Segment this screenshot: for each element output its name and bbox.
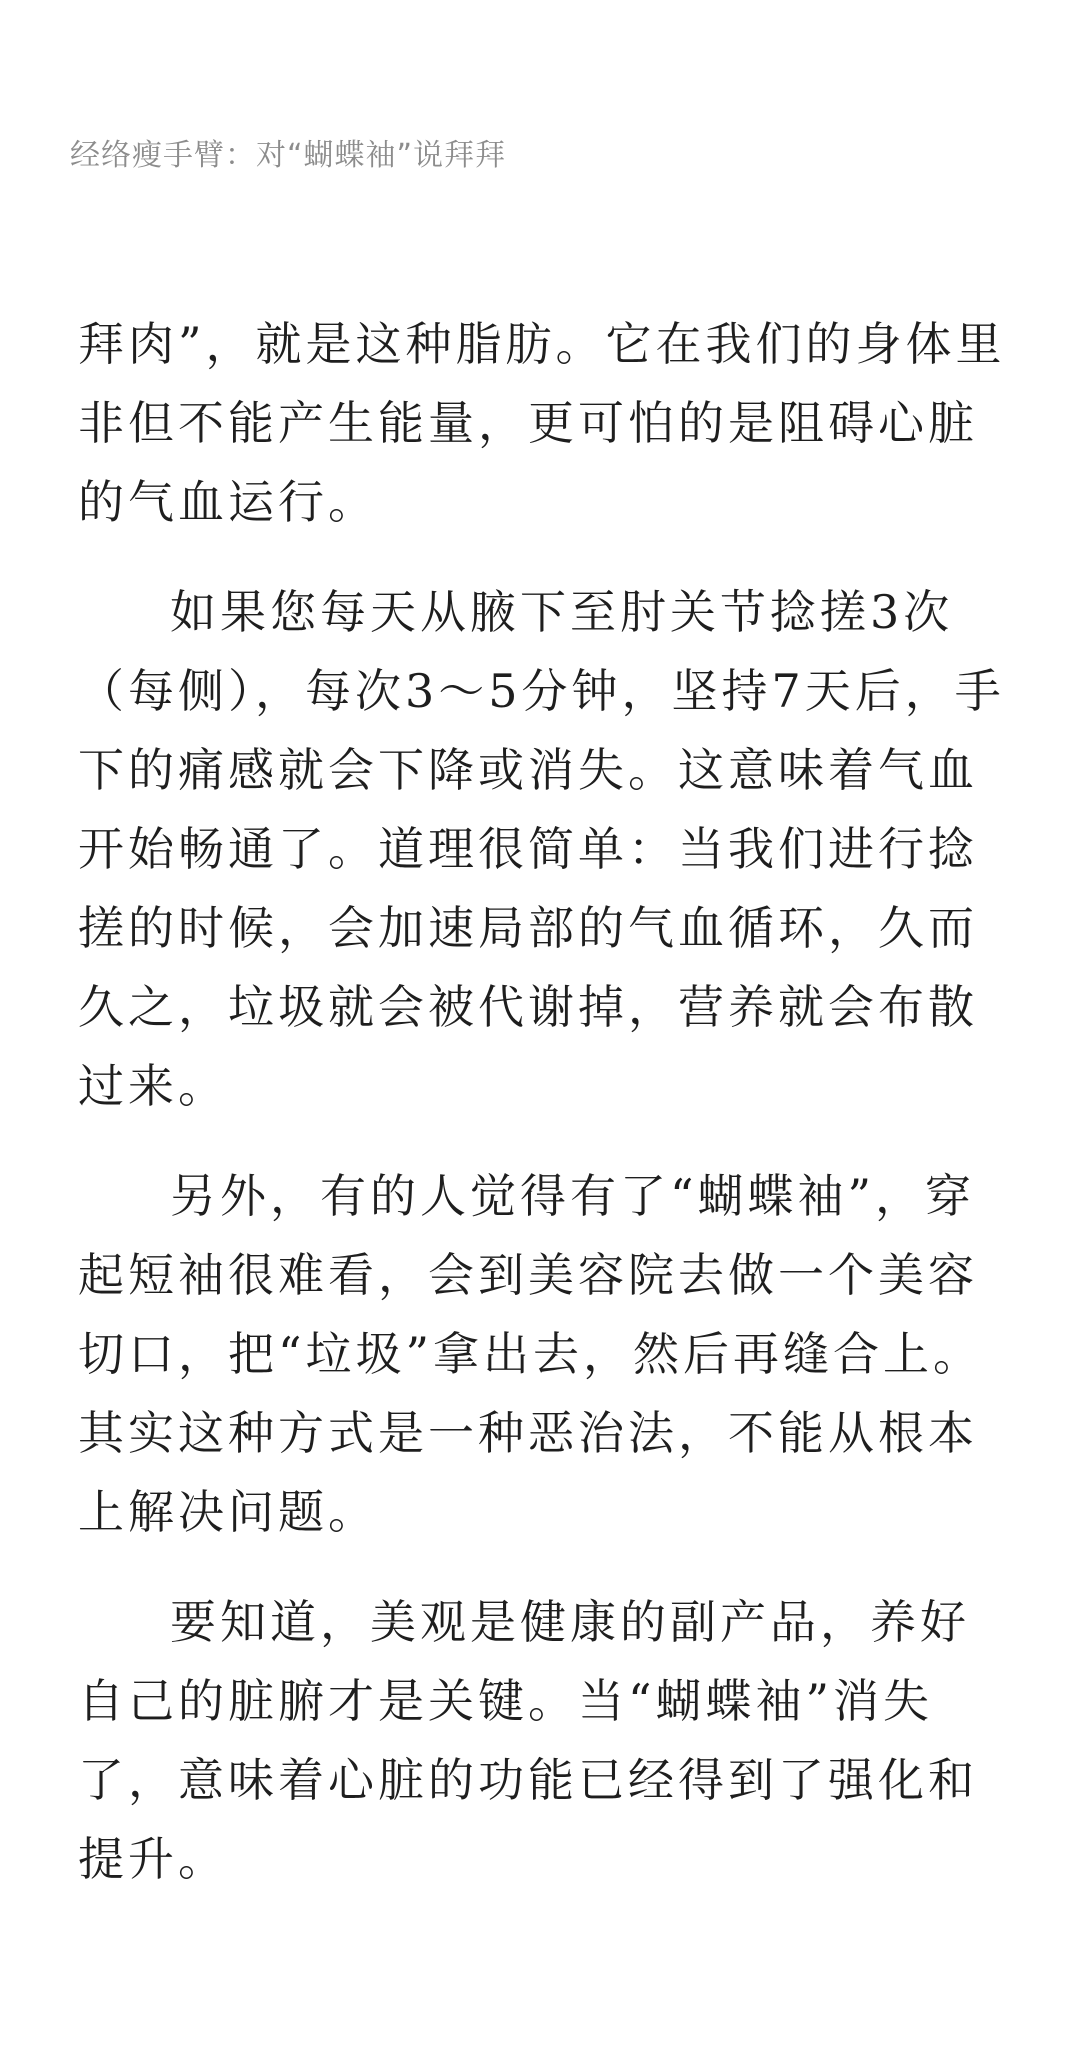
paragraph-conclusion: 要知道，美观是健康的副产品，养好自己的脏腑才是关键。当“蝴蝶袖”消失了，意味着心脏的功能已经得到了强化和提升。	[78, 1595, 978, 1886]
paragraph-continuation: 拜肉”，就是这种脂肪。它在我们的身体里非但不能产生能量，更可怕的是阻碍心脏的气血运行。	[78, 317, 1006, 529]
chapter-title: 经络瘦手臂：对“蝴蝶袖”说拜拜	[70, 138, 507, 173]
paragraph-cosmetic-surgery: 另外，有的人觉得有了“蝴蝶袖”，穿起短袖很难看，会到美容院去做一个美容切口，把“垃圾”拿出去，然后再缝合上。其实这种方式是一种恶治法，不能从根本上解决问题。	[78, 1169, 984, 1539]
paragraph-rubbing-method: 如果您每天从腋下至肘关节捻搓3次（每侧），每次3～5分钟，坚持7天后，手下的痛感就会下降或消失。这意味着气血开始畅通了。道理很简单：当我们进行捻搓的时候，会加速局部的气血循环，久而久之，垃圾就会被代谢掉，营养就会布散过来。	[78, 585, 1005, 1113]
article-body	[78, 305, 1018, 1930]
